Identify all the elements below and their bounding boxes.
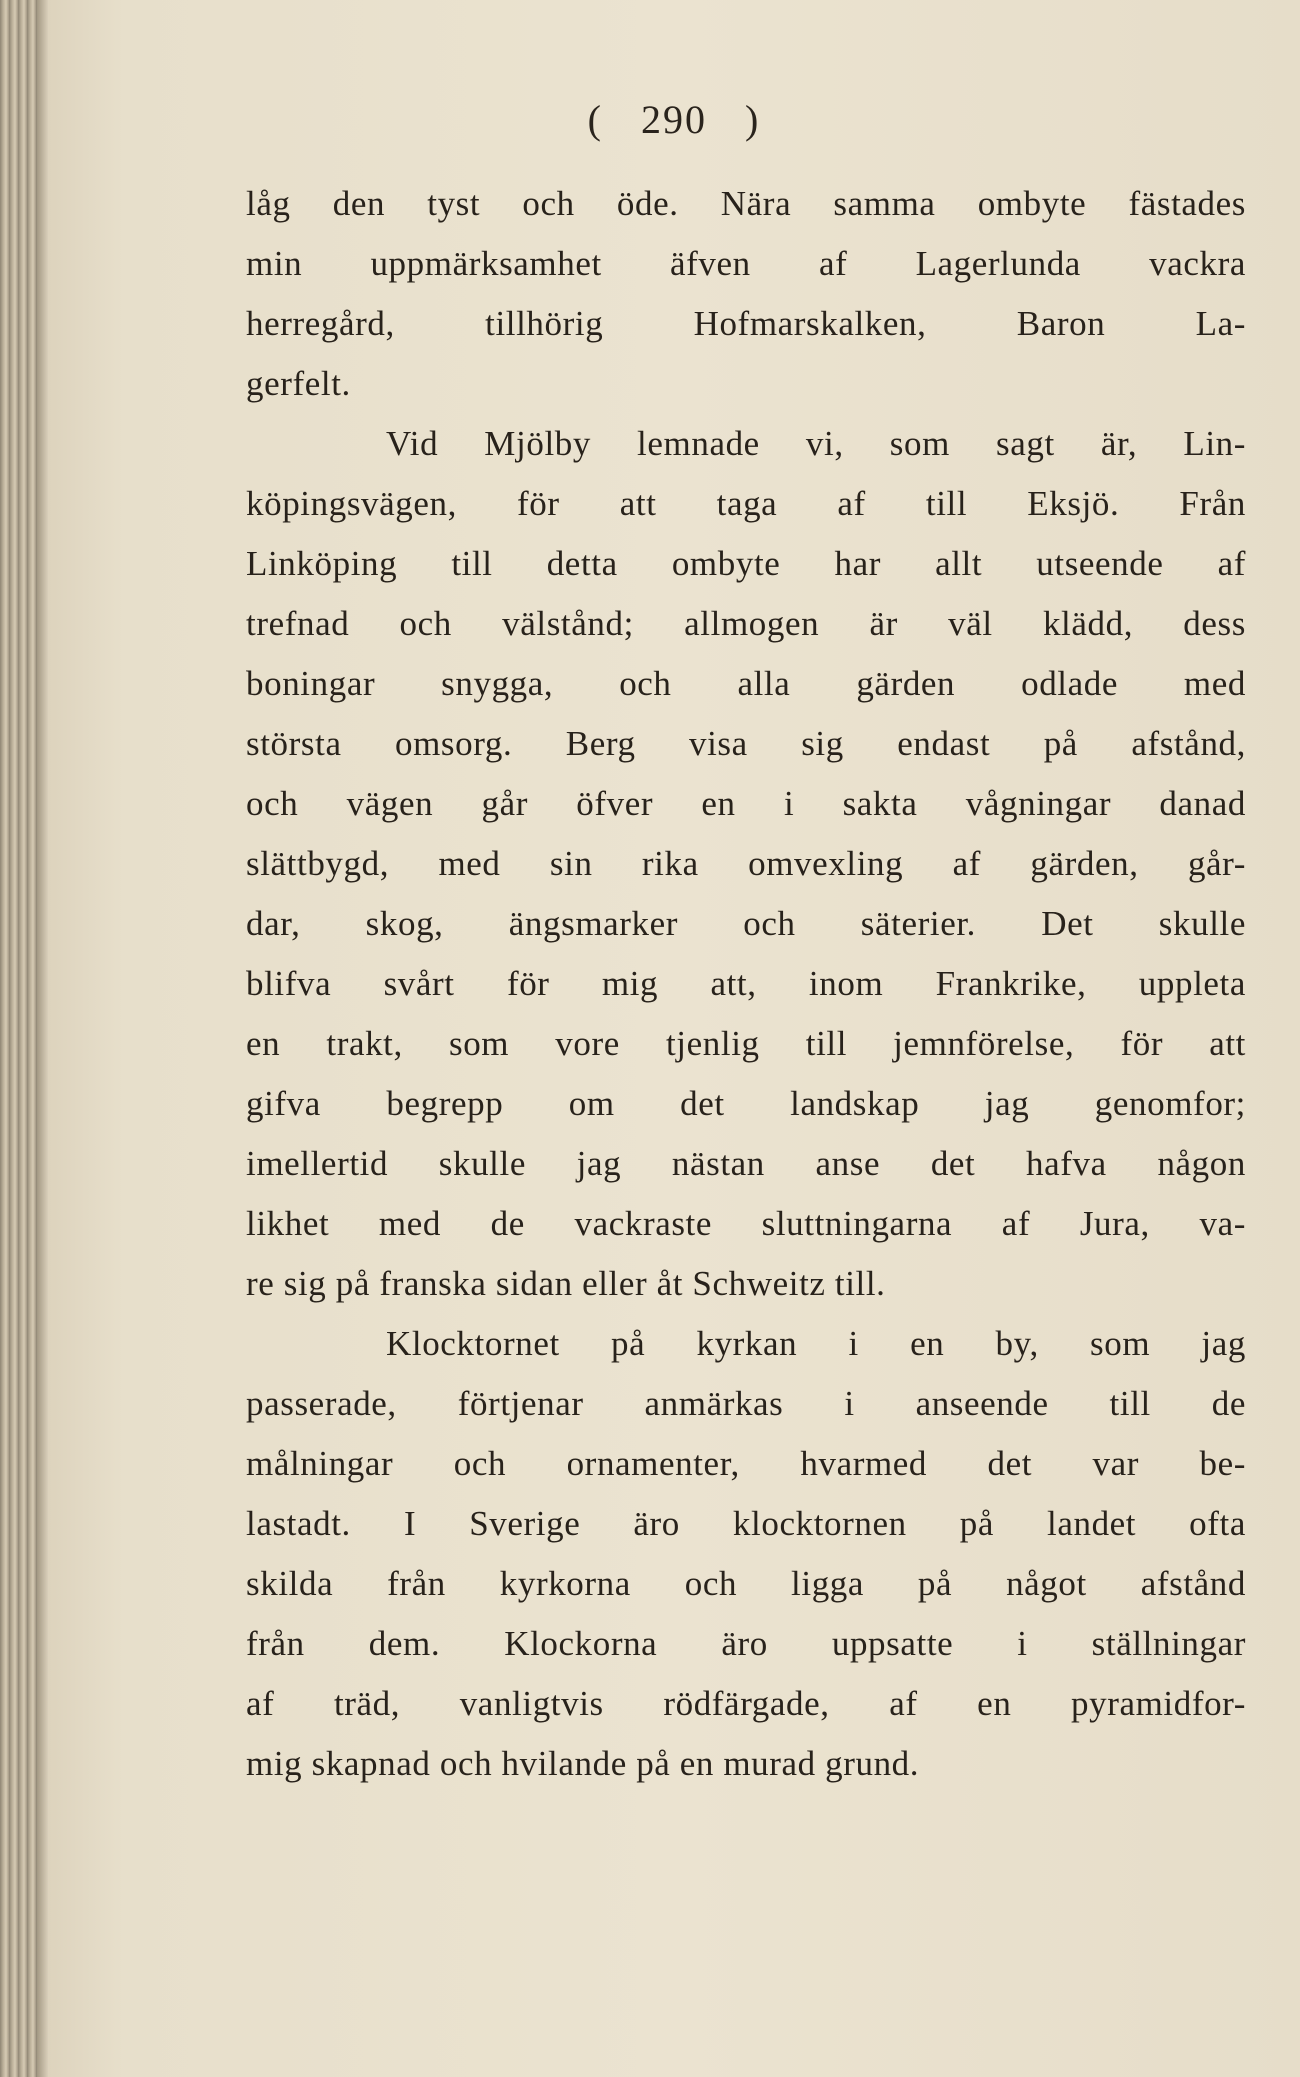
text-line-12: slättbygd, med sin rika omvexling af gärden, går- (246, 844, 1246, 883)
page-number-header (48, 96, 1300, 143)
text-line-2: min uppmärksamhet äfven af Lagerlunda vackra (246, 244, 1246, 283)
text-line-14: blifva svårt för mig att, inom Frankrike, uppleta (246, 964, 1246, 1003)
text-line-22: målningar och ornamenter, hvarmed det var be- (246, 1444, 1246, 1483)
text-line-3: herregård, tillhörig Hofmarskalken, Baron La- (246, 304, 1246, 343)
text-line-4: gerfelt. (246, 364, 351, 403)
text-line-17: imellertid skulle jag nästan anse det hafva någon (246, 1144, 1246, 1183)
text-line-15: en trakt, som vore tjenlig till jemnförelse, för att (246, 1024, 1246, 1063)
page-number-close-paren: ) (745, 97, 761, 142)
book-page (48, 0, 1300, 2077)
page-number: 290 (641, 97, 707, 142)
book-spine (0, 0, 38, 2077)
text-line-6: köpingsvägen, för att taga af till Eksjö. Från (246, 484, 1246, 523)
page-gutter (38, 0, 48, 2077)
text-line-9: boningar snygga, och alla gärden odlade med (246, 664, 1246, 703)
text-line-11: och vägen går öfver en i sakta vågningar danad (246, 784, 1246, 823)
page-body-text (246, 174, 1246, 1794)
text-line-10: största omsorg. Berg visa sig endast på afstånd, (246, 724, 1246, 763)
text-line-24: skilda från kyrkorna och ligga på något afstånd (246, 1564, 1246, 1603)
text-line-27: mig skapnad och hvilande på en murad grund. (246, 1744, 920, 1783)
text-line-23: lastadt. I Sverige äro klocktornen på landet ofta (246, 1504, 1246, 1543)
text-line-18: likhet med de vackraste sluttningarna af Jura, va- (246, 1204, 1246, 1243)
text-line-7: Linköping till detta ombyte har allt utseende af (246, 544, 1246, 583)
text-line-26: af träd, vanligtvis rödfärgade, af en pyramidfor- (246, 1684, 1246, 1723)
text-line-1: låg den tyst och öde. Nära samma ombyte fästades (246, 184, 1246, 223)
page-number-open-paren: ( (587, 97, 603, 142)
text-line-8: trefnad och välstånd; allmogen är väl klädd, dess (246, 604, 1246, 643)
text-line-20: Klocktornet på kyrkan i en by, som jag (386, 1324, 1246, 1363)
text-line-16: gifva begrepp om det landskap jag genomfor; (246, 1084, 1246, 1123)
text-line-21: passerade, förtjenar anmärkas i anseende till de (246, 1384, 1246, 1423)
text-line-25: från dem. Klockorna äro uppsatte i ställningar (246, 1624, 1246, 1663)
text-line-19: re sig på franska sidan eller åt Schweitz till. (246, 1264, 886, 1303)
text-line-13: dar, skog, ängsmarker och säterier. Det skulle (246, 904, 1246, 943)
text-line-5: Vid Mjölby lemnade vi, som sagt är, Lin- (386, 424, 1246, 463)
